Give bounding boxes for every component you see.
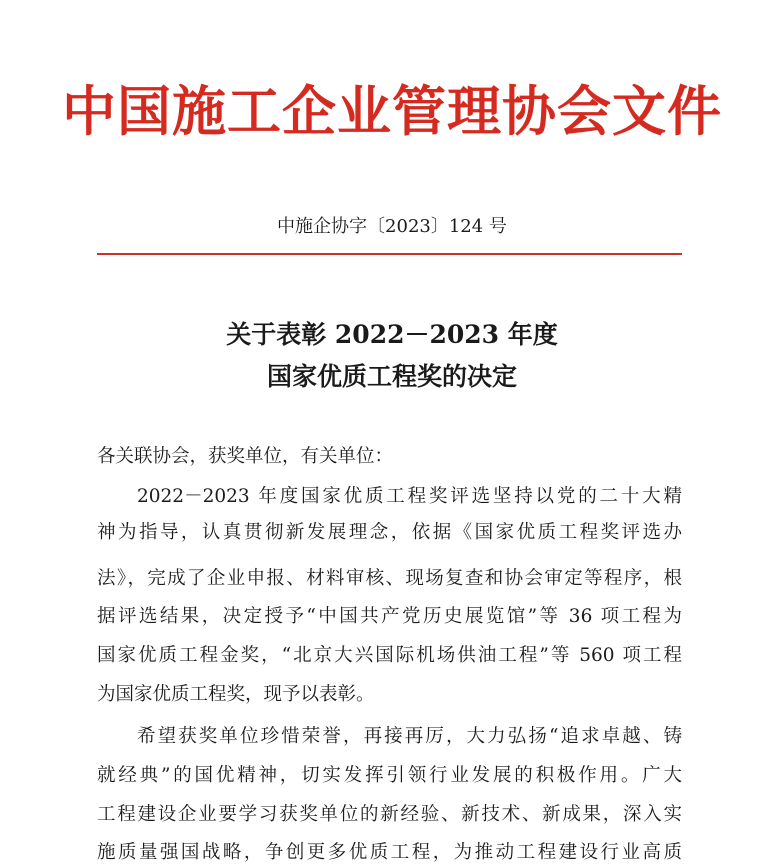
title-line-1: 关于表彰 2022－2023 年度	[226, 320, 558, 349]
document-header-title: 中国施工企业管理协会文件	[62, 79, 722, 143]
paragraph-2-line-1: 希望获奖单位珍惜荣誉，再接再厉，大力弘扬“追求卓越、铸	[137, 726, 682, 747]
paragraph-1-line-3: 法》，完成了企业申报、材料审核、现场复查和协会审定等程序，根	[97, 568, 682, 589]
paragraph-1-line-5: 国家优质工程金奖，“北京大兴国际机场供油工程”等 560 项工程	[97, 645, 682, 666]
paragraph-1-line-6: 为国家优质工程奖，现予以表彰。	[97, 684, 375, 705]
title-line-2: 国家优质工程奖的决定	[266, 362, 517, 391]
paragraph-1-line-4: 据评选结果，决定授予“中国共产党历史展览馆”等 36 项工程为	[97, 606, 682, 627]
paragraph-1-line-1: 2022－2023 年度国家优质工程奖评选坚持以党的二十大精	[137, 486, 682, 507]
paragraph-1-line-2: 神为指导，认真贯彻新发展理念，依据《国家优质工程奖评选办	[97, 522, 682, 543]
paragraph-2-line-2: 就经典”的国优精神，切实发挥引领行业发展的积极作用。广大	[97, 765, 682, 786]
salutation: 各关联协会，获奖单位，有关单位：	[97, 446, 394, 467]
header-divider	[97, 253, 682, 255]
paragraph-2-line-3: 工程建设企业要学习获奖单位的新经验、新技术、新成果，深入实	[97, 804, 682, 825]
document-number: 中施企协字〔2023〕124 号	[277, 216, 507, 237]
document-title	[0, 314, 784, 398]
paragraph-2-line-4: 施质量强国战略，争创更多优质工程，为推动工程建设行业高质	[97, 842, 682, 863]
